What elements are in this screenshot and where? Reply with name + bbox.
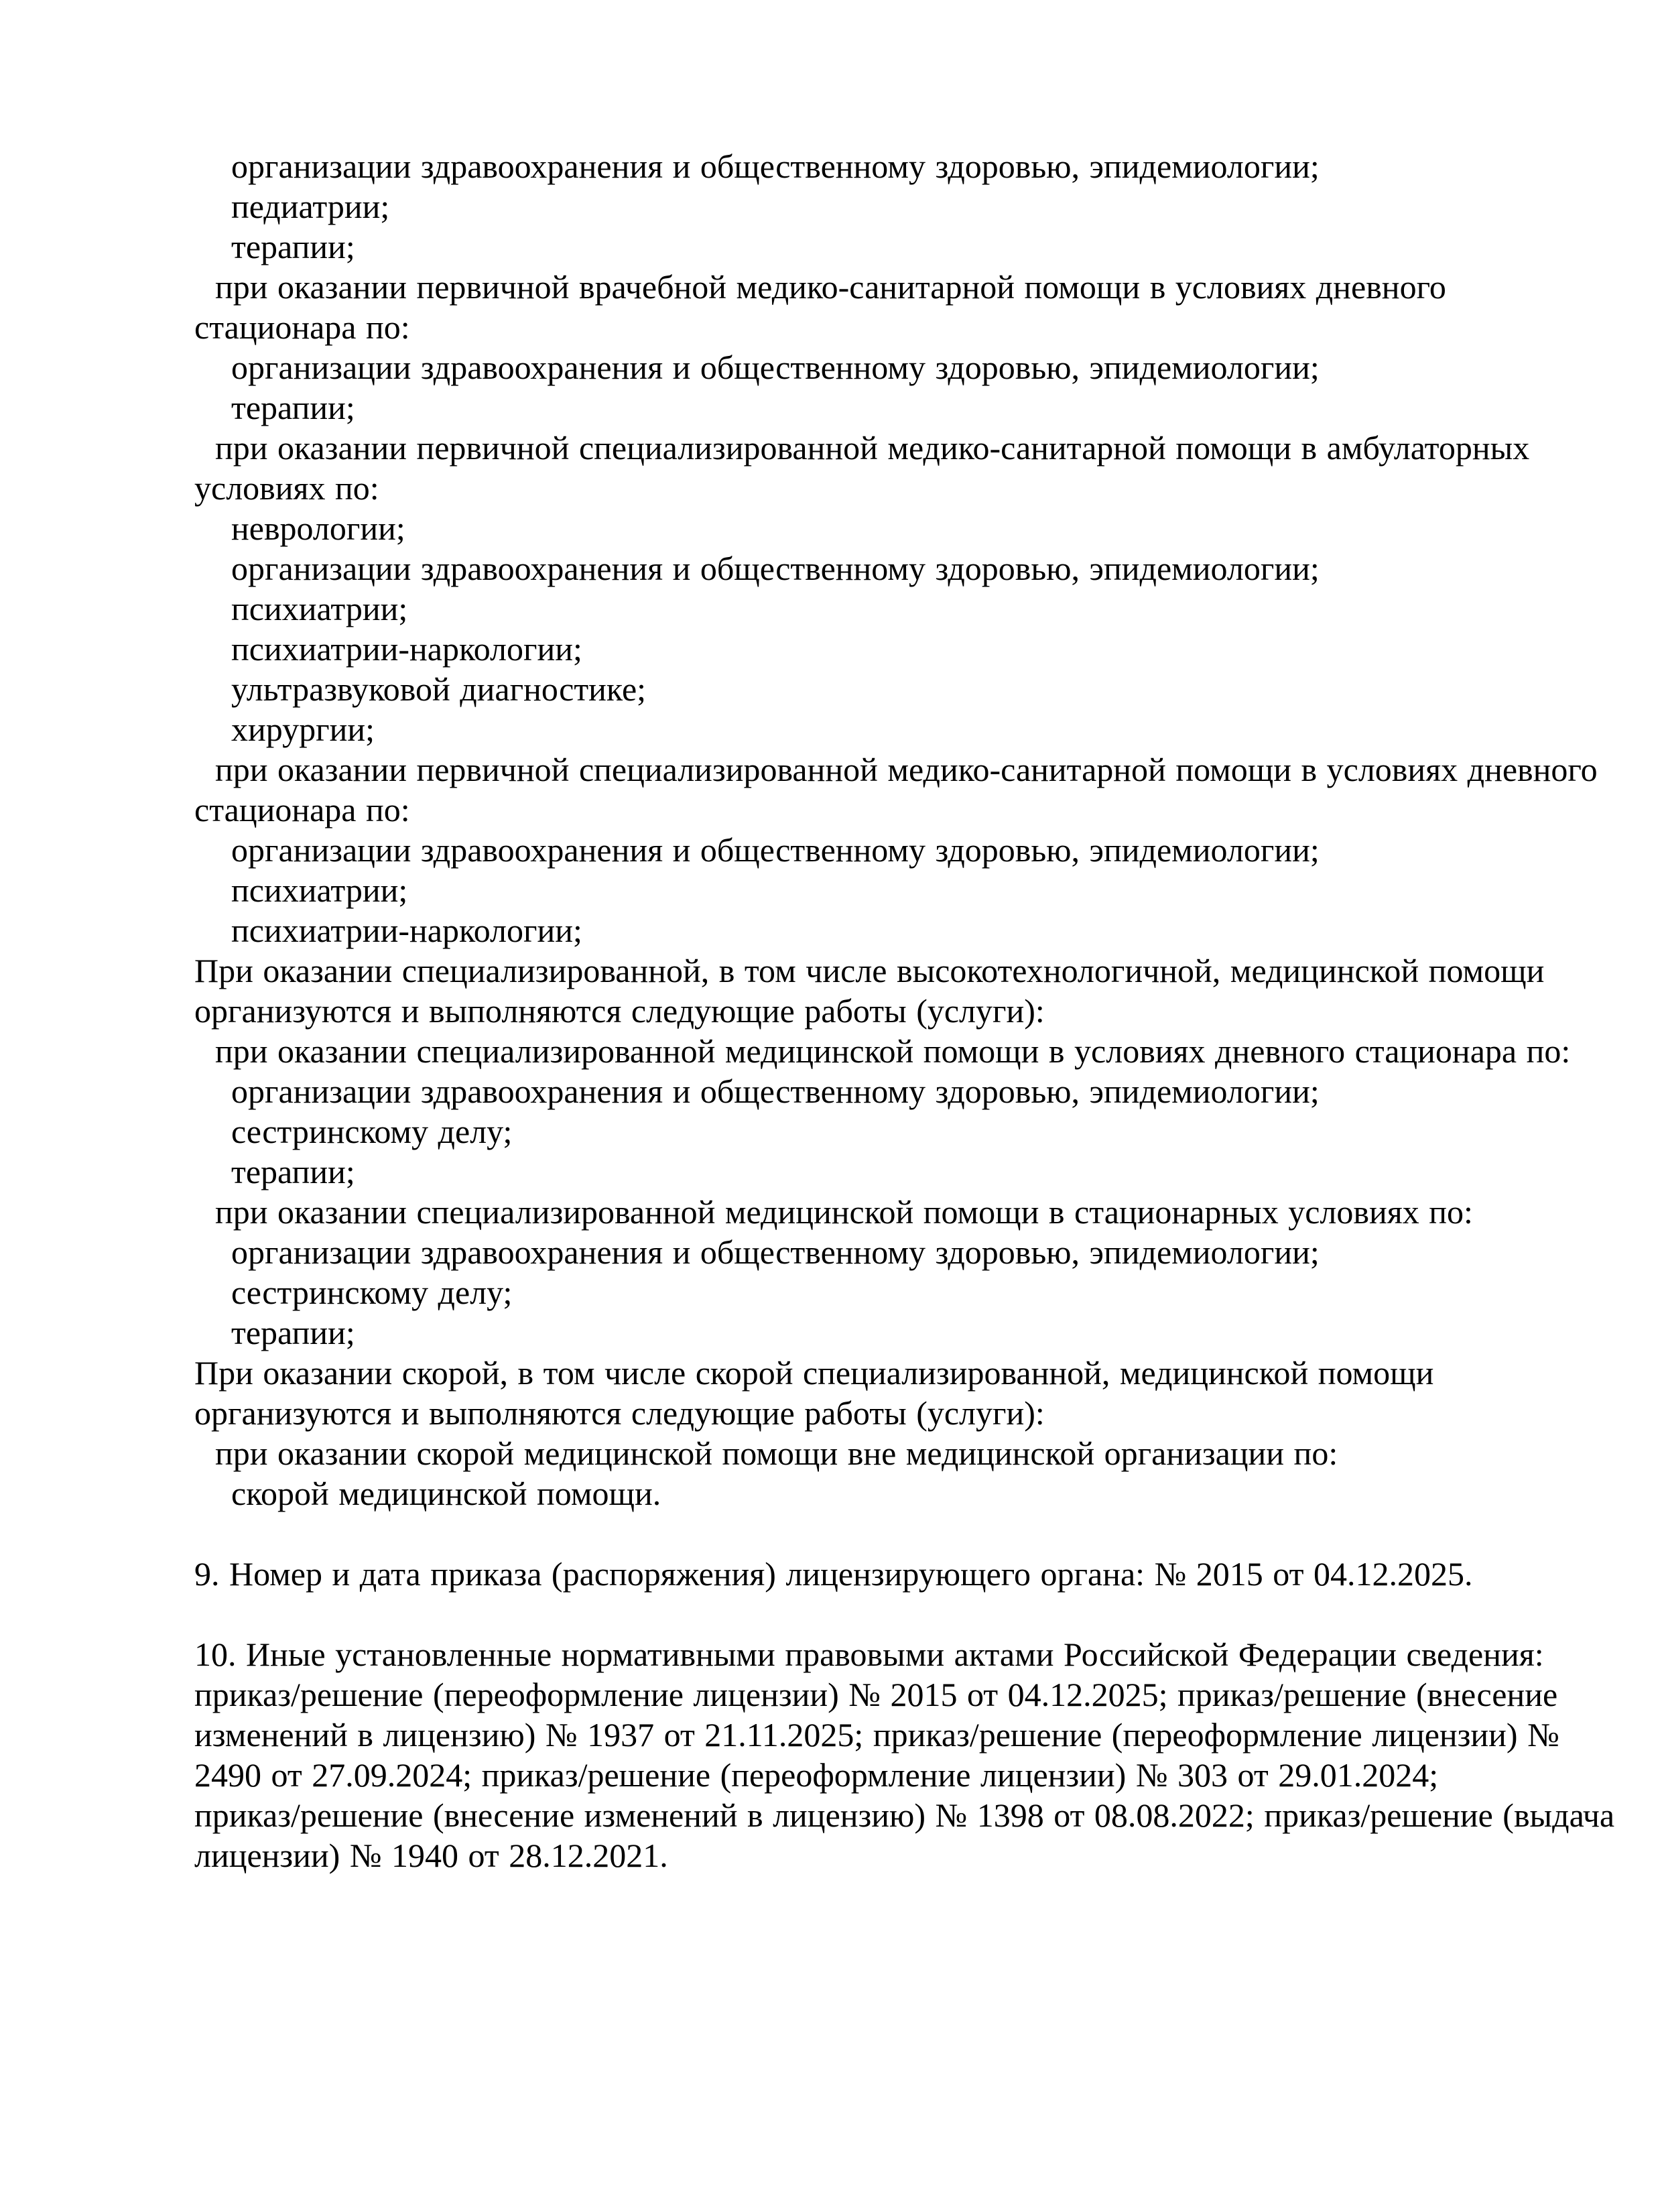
text-line: организуются и выполняются следующие работы (услуги): [194, 992, 1045, 1030]
text-line: изменений в лицензию) № 1937 от 21.11.2025; приказ/решение (переоформление лицензии) № [194, 1716, 1559, 1754]
text-line: 9. Номер и дата приказа (распоряжения) лицензирующего органа: № 2015 от 04.12.2025. [194, 1555, 1473, 1593]
text-line: при оказании специализированной медицинской помощи в условиях дневного стационара по: [215, 1032, 1571, 1070]
text-line: условиях по: [194, 469, 379, 507]
text-line: педиатрии; [231, 188, 390, 225]
text-line: приказ/решение (внесение изменений в лицензию) № 1398 от 08.08.2022; приказ/решение (выдача [194, 1796, 1615, 1834]
text-line: терапии; [231, 1153, 355, 1190]
text-line: при оказании первичной врачебной медико-санитарной помощи в условиях дневного [215, 268, 1446, 306]
text-line: организации здравоохранения и общественному здоровью, эпидемиологии; [231, 550, 1320, 587]
text-line: ультразвуковой диагностике; [231, 670, 647, 708]
text-line: 10. Иные установленные нормативными правовыми актами Российской Федерации сведения: [194, 1636, 1544, 1673]
text-line: организации здравоохранения и общественному здоровью, эпидемиологии; [231, 349, 1320, 386]
text-line: при оказании первичной специализированной медико-санитарной помощи в амбулаторных [215, 429, 1530, 467]
text-line: организации здравоохранения и общественному здоровью, эпидемиологии; [231, 147, 1320, 185]
text-line: стационара по: [194, 308, 410, 346]
text-line: При оказании скорой, в том числе скорой специализированной, медицинской помощи [194, 1354, 1434, 1392]
text-line: психиатрии; [231, 871, 408, 909]
text-line: психиатрии-наркологии; [231, 912, 582, 949]
text-line: приказ/решение (переоформление лицензии) № 2015 от 04.12.2025; приказ/решение (внесение [194, 1676, 1558, 1713]
text-line: организации здравоохранения и общественному здоровью, эпидемиологии; [231, 1233, 1320, 1271]
text-line: хирургии; [231, 711, 375, 748]
text-line: организации здравоохранения и общественному здоровью, эпидемиологии; [231, 831, 1320, 869]
text-line: организации здравоохранения и общественному здоровью, эпидемиологии; [231, 1072, 1320, 1110]
text-line: при оказании специализированной медицинской помощи в стационарных условиях по: [215, 1193, 1473, 1231]
document-text-body [194, 146, 1615, 1876]
text-line: терапии; [231, 389, 355, 426]
text-line: стационара по: [194, 791, 410, 828]
text-line: терапии; [231, 1314, 355, 1351]
blank-line [194, 1514, 1588, 1554]
text-line: сестринскому делу; [231, 1113, 513, 1150]
text-line: психиатрии-наркологии; [231, 630, 582, 668]
text-line: психиатрии; [231, 590, 408, 627]
text-line: организуются и выполняются следующие работы (услуги): [194, 1394, 1045, 1432]
blank-line [194, 1594, 1588, 1634]
text-line: 2490 от 27.09.2024; приказ/решение (переоформление лицензии) № 303 от 29.01.2024; [194, 1756, 1439, 1794]
text-line: при оказании скорой медицинской помощи вне медицинской организации по: [215, 1434, 1338, 1472]
text-line: при оказании первичной специализированной медико-санитарной помощи в условиях дневного [215, 751, 1598, 788]
text-line: терапии; [231, 228, 355, 265]
text-line: лицензии) № 1940 от 28.12.2021. [194, 1837, 668, 1874]
text-line: При оказании специализированной, в том числе высокотехнологичной, медицинской помощи [194, 952, 1545, 989]
text-line: неврологии; [231, 509, 405, 547]
text-line: скорой медицинской помощи. [231, 1475, 661, 1512]
text-line: сестринскому делу; [231, 1274, 513, 1311]
